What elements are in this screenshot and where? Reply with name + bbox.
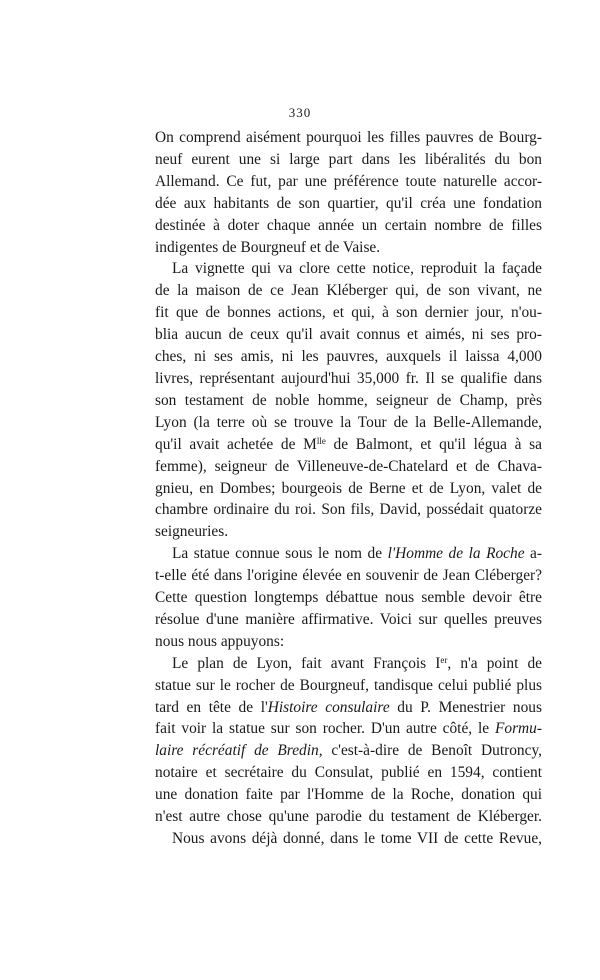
line-text: femme), seigneur de Villeneuve-de-Chatelard et de Chava- — [155, 457, 542, 475]
line-text: Cette question longtemps débattue nous semble devoir être — [155, 589, 542, 607]
italic-text: Histoire consulaire — [267, 698, 390, 716]
text-line — [155, 828, 542, 850]
line-text: blia aucun de ceux qu'il avait connus et aimés, ni ses pro- — [155, 326, 542, 344]
italic-text: Formu- — [494, 720, 542, 738]
text-line — [155, 609, 542, 631]
text-line — [155, 390, 542, 412]
text-line — [155, 675, 542, 697]
text-line — [155, 784, 542, 806]
line-text: fait voir la statue sur son rocher. D'un autre côté, le — [155, 720, 495, 738]
line-text: seigneuries. — [155, 523, 229, 541]
text-line — [155, 324, 542, 346]
line-text: Allemand. Ce fut, par une préférence toute naturelle accor- — [155, 172, 542, 190]
body-text — [155, 127, 542, 850]
line-text: notaire et secrétaire du Consulat, publié en 1594, contient — [155, 764, 542, 782]
text-line — [155, 762, 542, 784]
text-line — [155, 237, 542, 259]
line-text: fit que de bonnes actions, et qui, à son dernier jour, n'ou- — [155, 304, 542, 322]
text-line — [155, 456, 542, 478]
line-text: gnieu, en Dombes; bourgeois de Berne et de Lyon, valet de — [155, 479, 542, 497]
text-line — [155, 434, 542, 456]
line-text: Lyon (la terre où se trouve la Tour de la Belle-Allemande, — [155, 413, 542, 431]
line-text: a- — [524, 545, 543, 563]
text-line — [155, 565, 542, 587]
text-line — [155, 171, 542, 193]
page-number: 330 — [288, 105, 312, 120]
line-text: chambre ordinaire du roi. Son fils, David, possédait quatorze — [155, 501, 542, 519]
line-text: dée aux habitants de son quartier, qu'il créa une fondation — [155, 194, 542, 212]
text-line — [155, 368, 542, 390]
line-text: destinée à doter chaque année un certain nombre de filles — [155, 216, 542, 234]
text-line — [155, 521, 542, 543]
line-text: son testament de noble homme, seigneur de Champ, près — [155, 391, 542, 409]
italic-text: laire récréatif de Bredin, — [155, 742, 323, 760]
text-line — [155, 631, 542, 653]
text-line — [155, 280, 542, 302]
text-line — [155, 697, 542, 719]
line-text: On comprend aisément pourquoi les filles pauvres de Bourg- — [155, 129, 542, 146]
line-text: tard en tête de l' — [155, 698, 268, 716]
text-line — [155, 587, 542, 609]
line-text: Nous avons déjà donné, dans le tome VII de cette Revue, — [172, 830, 542, 847]
italic-text: l'Homme de la Roche — [387, 545, 525, 563]
text-line — [155, 478, 542, 500]
line-text: , n'a point de — [447, 654, 542, 672]
line-text: statue sur le rocher de Bourgneuf, tandisque celui publié plus — [155, 676, 542, 694]
text-line — [155, 346, 542, 368]
line-text: nous nous appuyons: — [155, 632, 285, 650]
line-text: La statue connue sous le nom de — [172, 545, 388, 563]
line-text: t-elle été dans l'origine élevée en souvenir de Jean Cléberger? — [155, 567, 542, 585]
line-text: une donation faite par l'Homme de la Roche, donation qui — [155, 786, 542, 804]
text-line — [155, 302, 542, 324]
text-line — [155, 499, 542, 521]
text-line — [155, 149, 542, 171]
text-line — [155, 127, 542, 149]
line-text: c'est-à-dire de Benoît Dutroncy, — [322, 742, 542, 760]
text-line — [155, 412, 542, 434]
text-line — [155, 258, 542, 280]
line-text: de la maison de ce Jean Kléberger qui, de son vivant, ne — [155, 282, 542, 300]
line-text: Le plan de Lyon, fait avant François I — [172, 654, 441, 672]
text-line — [155, 806, 542, 828]
superscript: lle — [316, 435, 326, 446]
line-text: de Balmont, et qu'il légua à sa — [325, 435, 543, 453]
superscript: er — [440, 654, 448, 665]
line-text: du P. Menestrier nous — [389, 698, 542, 716]
text-line — [155, 740, 542, 762]
text-line — [155, 215, 542, 237]
line-text: résolue d'une manière affirmative. Voici sur quelles preuves — [155, 610, 542, 628]
text-line — [155, 718, 542, 740]
line-text: qu'il avait achetée de M — [155, 435, 317, 453]
text-line — [155, 543, 542, 565]
line-text: neuf eurent une si large part dans les libéralités du bon — [155, 150, 542, 168]
line-text: ches, ni ses amis, ni les pauvres, auxquels il laissa 4,000 — [155, 348, 542, 366]
line-text: La vignette qui va clore cette notice, reproduit la façade — [172, 260, 542, 278]
line-text: indigentes de Bourgneuf et de Vaise. — [155, 238, 381, 256]
text-line — [155, 653, 542, 675]
text-line — [155, 193, 542, 215]
line-text: livres, représentant aujourd'hui 35,000 fr. Il se qualifie dans — [155, 369, 542, 387]
line-text: n'est autre chose qu'une parodie du testament de Kléberger. — [155, 808, 542, 826]
